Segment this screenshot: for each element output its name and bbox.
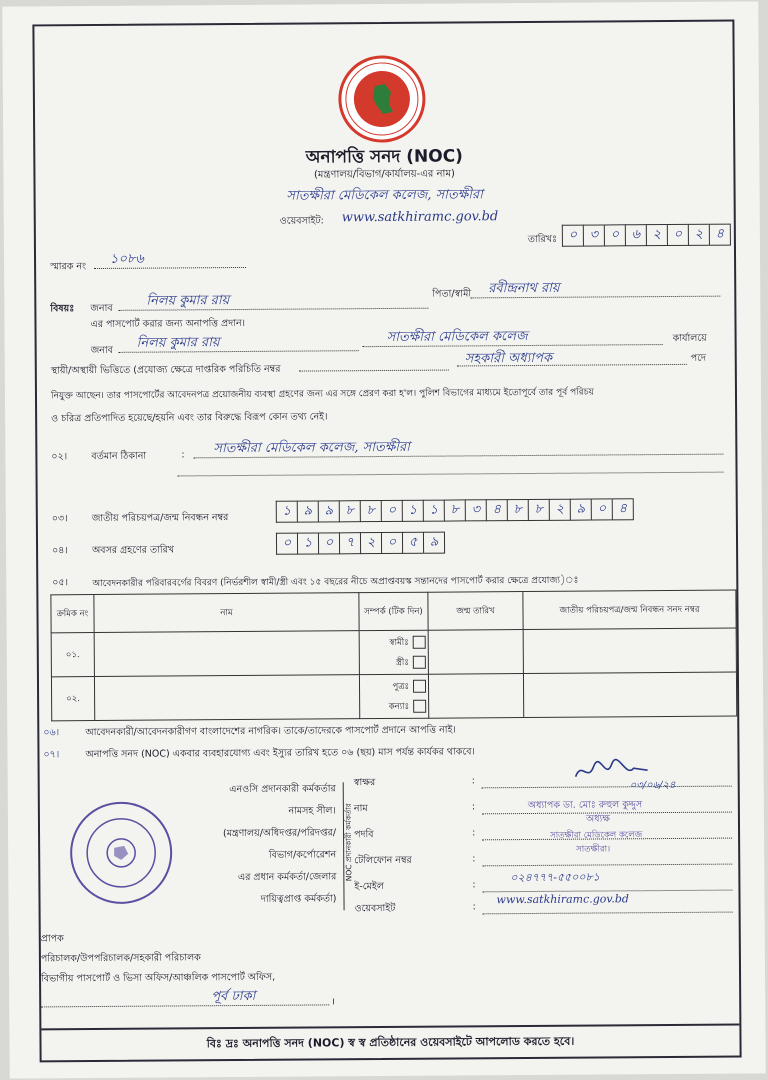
date-digit-box: ৪ — [709, 224, 731, 246]
body-line2: নিযুক্ত আছেন। তার পাসপোর্টের আবেদনপত্র প্রয়োজনীয় ব্যবস্থা গ্রহণের জন্য এর সঙ্গে প্রেরণ করা হ'ল। পুলিশ বিভাগের মাধ্যমে ইতোপূর্বে তার পূর্ব পরিচয় — [50, 387, 594, 402]
sig-left-5: এর প্রধান কর্মকর্তা/জেলার — [237, 871, 337, 884]
memo-value: ১০৮৬ — [109, 251, 144, 267]
nid-digit-box: ৯ — [570, 499, 591, 521]
subject-name: নিলয় কুমার রায় — [146, 293, 230, 309]
sig-website-value: www.satkhiramc.gov.bd — [496, 892, 629, 907]
sig-label-email: ই-মেইল — [354, 881, 384, 893]
relation-label: কন্যাঃ — [388, 701, 410, 712]
date-digit-box: ০ — [604, 224, 625, 246]
relation-label: পুত্রঃ — [392, 681, 410, 692]
website-value: www.satkhiramc.gov.bd — [341, 209, 499, 226]
note7-no: ০৭। — [43, 749, 60, 761]
relation-checkbox[interactable] — [413, 699, 426, 712]
recipient-line2: বিভাগীয় পাসপোর্ট ও ভিসা অফিস/আঞ্চলিক পাসপোর্ট অফিস, — [41, 971, 276, 985]
nid-boxes — [276, 498, 634, 522]
colon: : — [472, 901, 476, 913]
sig-label-phone: টেলিফোন নম্বর — [354, 854, 412, 867]
nid-digit-box: ৮ — [528, 499, 549, 521]
nid-digit-box: ৪ — [486, 499, 507, 521]
post-suffix: পদে — [690, 352, 707, 364]
nid-digit-box: ১ — [423, 500, 444, 522]
family-table — [50, 590, 737, 722]
relation-label: স্বামীঃ — [389, 637, 409, 648]
recipient-line3-end: । — [331, 996, 335, 1008]
sig-left-2: নামসহ সীল। — [288, 805, 336, 817]
post-line-prefix: স্থায়ী/অস্থায়ী ভিত্তিতে (প্রযোজ্য ক্ষেত্রে দাপ্তরিক পরিচিতি নম্বর — [50, 363, 281, 377]
retire-digit-box: ০ — [381, 532, 402, 554]
note6-text: আবেদনকারী/আবেদনকারীগণ বাংলাদেশের নাগরিক। তাকে/তাদেরকে পাসপোর্ট প্রদানে আপত্তি নাই। — [85, 724, 456, 739]
colon: : — [471, 801, 476, 813]
recipient-label: প্রাপক — [40, 933, 64, 945]
retire-digit-box: ১ — [297, 532, 318, 554]
sig-left-4: বিভাগ/কর্পোরেশন — [268, 849, 337, 861]
father-name: রবীন্দ্রনাথ রায় — [488, 280, 560, 297]
nid-digit-box: ০ — [591, 498, 612, 520]
date-digit-box: ০ — [562, 225, 583, 247]
colon: : — [472, 827, 476, 839]
row-relation — [359, 674, 428, 718]
nid-label: জাতীয় পরিচয়পত্র/জন্ম নিবন্ধন নম্বর — [91, 512, 229, 525]
row-birthdate[interactable] — [428, 630, 523, 675]
government-seal-icon — [337, 54, 428, 145]
date-digit-box: ২ — [646, 224, 667, 246]
recipient-line1: পরিচালক/উপপরিচালক/সহকারী পরিচালক — [40, 952, 201, 965]
address-label: বর্তমান ঠিকানা — [91, 450, 147, 463]
footer-note: বিঃ দ্রঃ অনাপত্তি সনদ (NOC) স্ব স্ব প্রতিষ্ঠানের ওয়েবসাইটে আপলোড করতে হবে। — [41, 1024, 739, 1061]
document-subtitle: (মন্ত্রণালয়/বিভাগ/কার্যালয়-এর নাম) — [313, 168, 455, 181]
colon: : — [472, 853, 476, 865]
relation-checkbox[interactable] — [413, 635, 426, 648]
col-nid: জাতীয় পরিচয়পত্র/জন্ম নিবন্ধন সনদ নম্বর — [523, 590, 736, 629]
address-value: সাতক্ষীরা মেডিকেল কলেজ, সাতক্ষীরা — [213, 439, 410, 457]
sig-vertical-text: NOC প্রদানকারী কর্মকর্তার — [343, 803, 354, 882]
document-border — [32, 20, 741, 1063]
col-name: নাম — [94, 593, 359, 633]
subject-purpose: এর পাসপোর্ট করার জন্য অনাপত্তি প্রদান। — [90, 317, 246, 331]
nid-digit-box: ৮ — [444, 499, 465, 521]
row-nid[interactable] — [523, 628, 736, 673]
memo-label: স্মারক নং — [50, 261, 87, 273]
retire-digit-box: ২ — [360, 532, 381, 554]
nid-digit-box: ২ — [549, 499, 570, 521]
family-table-header — [51, 590, 736, 633]
date-label: তারিখঃ — [527, 233, 558, 245]
office-name: সাতক্ষীরা মেডিকেল কলেজ, সাতক্ষীরা — [286, 187, 483, 204]
sig-office-line1: সাতক্ষীরা মেডিকেল কলেজ — [550, 830, 643, 841]
nid-digit-box: ৩ — [465, 499, 486, 521]
col-relation: সম্পর্ক (টিক দিন) — [359, 592, 428, 630]
nid-digit-box: ১ — [402, 500, 423, 522]
body-mr-label: জনাব — [90, 344, 113, 357]
colon: : — [471, 775, 475, 787]
nid-digit-box: ৮ — [507, 499, 528, 521]
nid-no: ০৩। — [51, 513, 68, 525]
address-colon: : — [181, 449, 185, 461]
note6-no: ০৬। — [43, 727, 60, 739]
retire-digit-box: ৯ — [423, 532, 445, 554]
nid-digit-box: ০ — [381, 500, 402, 522]
nid-digit-box: ৮ — [339, 500, 360, 522]
nid-digit-box: ৪ — [612, 498, 634, 520]
col-serial: ক্রমিক নং — [51, 595, 94, 633]
sig-label-website: ওয়েবসাইট — [354, 902, 396, 915]
retire-no: ০৪। — [52, 545, 68, 557]
sig-phone-value: ০২৪৭৭৭-৫৫০০৮১ — [510, 870, 600, 885]
row-serial: ০১. — [51, 633, 94, 677]
family-no: ০৫। — [52, 577, 69, 589]
family-label: আবেদনকারীর পরিবারবর্গের বিবরণ (নির্ভরশীল স্বামী/স্ত্রী এবং ১৫ বছরের নীচে অপ্রাপ্তবয়স্ক সন্তানদের পাসপোর্ট করার ক্ষেত্রে প্রযোজ্য)ঃ — [92, 575, 579, 590]
row-name[interactable] — [94, 631, 359, 677]
row-serial: ০২. — [51, 677, 94, 721]
date-digit-box: ৬ — [625, 224, 646, 246]
address-no: ০২। — [51, 451, 68, 463]
nid-digit-box: ৯ — [297, 500, 318, 522]
relation-checkbox[interactable] — [413, 679, 426, 692]
retire-digit-box: ০ — [318, 532, 339, 554]
row-relation — [359, 630, 428, 674]
row-nid[interactable] — [523, 672, 736, 717]
sign-date: ০৩/০৬/২৪ — [629, 779, 676, 792]
sig-label-name: নাম — [353, 803, 368, 815]
recipient-line3-value: পূর্ব ঢাকা — [211, 988, 256, 1005]
office-stamp-icon — [66, 797, 177, 908]
note7-text: অনাপত্তি সনদ (NOC) একবার ব্যবহারযোগ্য এবং ইস্যুর তারিখ হতে ০৬ (ছয়) মাস পর্যন্ত কার্যকর থাকবে। — [85, 746, 475, 761]
relation-label: স্ত্রীঃ — [396, 657, 409, 668]
row-birthdate[interactable] — [428, 674, 523, 719]
col-birthdate: জন্ম তারিখ — [428, 592, 523, 631]
post-value: সহকারী অধ্যাপক — [464, 350, 553, 367]
nid-digit-box: ৮ — [360, 500, 381, 522]
retire-digit-box: ৫ — [402, 532, 423, 554]
office-suffix: কার্যালয়ে — [672, 332, 707, 344]
table-row — [51, 628, 736, 677]
row-name[interactable] — [94, 675, 359, 721]
colon: : — [472, 879, 476, 891]
sig-office-line2: সাতক্ষীরা। — [576, 844, 611, 855]
sig-name-value: অধ্যাপক ডা. মোঃ রুহুল কুদ্দুস — [527, 799, 643, 812]
table-row — [51, 672, 736, 721]
father-label: পিতা/স্বামী — [432, 288, 472, 300]
retire-digit-box: ৭ — [339, 532, 360, 554]
retire-digit-box: ০ — [276, 533, 297, 555]
nid-digit-box: ১ — [276, 501, 297, 523]
subject-mr-label: জনাব — [90, 302, 113, 315]
sig-left-3: (মন্ত্রণালয়/অধিদপ্তর/পরিদপ্তর/ — [222, 827, 337, 840]
sig-left-6: দায়িত্বপ্রাপ্ত কর্মকর্তা) — [260, 893, 337, 905]
date-digit-box: ২ — [688, 224, 709, 246]
sig-label-signature: স্বাক্ষর — [353, 777, 376, 789]
retire-label: অবসর গ্রহণের তারিখ — [92, 544, 175, 557]
sig-designation-value: অধ্যক্ষ — [585, 813, 611, 825]
retire-boxes — [276, 532, 445, 555]
date-digit-box: ৩ — [583, 224, 604, 246]
date-boxes — [562, 224, 731, 247]
date-digit-box: ০ — [667, 224, 688, 246]
body-name: নিলয় কুমার রায় — [136, 335, 220, 351]
body-office: সাতক্ষীরা মেডিকেল কলেজ — [386, 328, 528, 345]
sig-label-designation: পদবি — [354, 829, 374, 841]
subject-label: বিষয়ঃ — [50, 303, 75, 315]
document-title: অনাপত্তি সনদ (NOC) — [305, 146, 463, 168]
nid-digit-box: ৯ — [318, 500, 339, 522]
body-line3: ও চরিত্র প্রতিপাদিত হয়েছে/হয়নি এবং তার বিরুদ্ধে বিরূপ কোন তথ্য নেই। — [51, 411, 328, 425]
relation-checkbox[interactable] — [413, 655, 426, 668]
website-label: ওয়েবসাইট: — [279, 215, 324, 227]
noc-document — [2, 1, 765, 1078]
sig-left-1: এনওসি প্রদানকারী কর্মকর্তার — [229, 783, 336, 796]
